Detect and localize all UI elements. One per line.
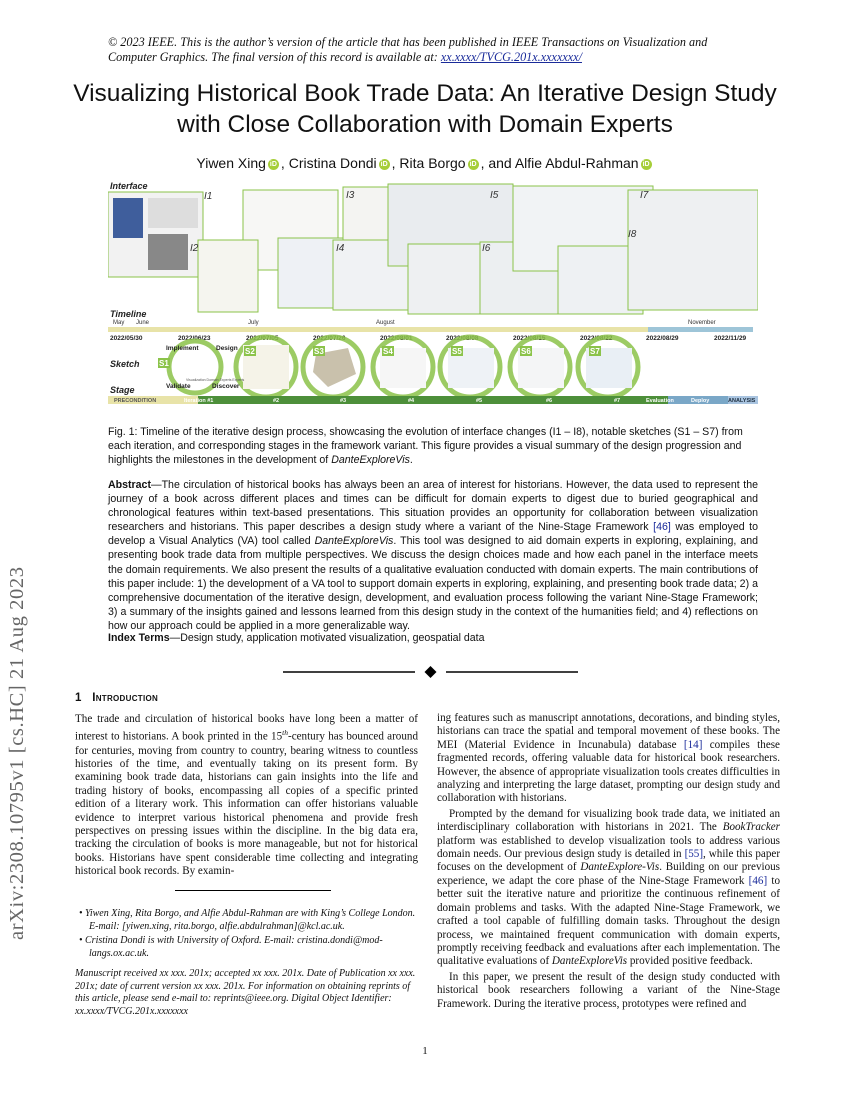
svg-text:Deploy: Deploy	[691, 398, 710, 404]
label-sketch: Sketch	[110, 359, 140, 369]
citation-link[interactable]: [46]	[653, 521, 671, 534]
author-name: Cristina Dondi	[288, 155, 377, 171]
svg-text:2022/08/15: 2022/08/15	[513, 335, 546, 342]
svg-text:June: June	[136, 320, 150, 326]
citation-link[interactable]: [46]	[748, 874, 768, 887]
interface-tag: I4	[336, 243, 345, 254]
author-name: Rita Borgo	[399, 155, 466, 171]
interface-tag: I8	[628, 229, 637, 240]
svg-text:2022/08/08: 2022/08/08	[446, 335, 479, 342]
svg-text:S3: S3	[314, 347, 324, 356]
svg-text:Implement: Implement	[166, 345, 199, 352]
section-divider	[283, 666, 578, 678]
svg-text:#4: #4	[408, 398, 415, 404]
abstract: Abstract—The circulation of historical books has always been an area of interest for historians. However, the data used to represent the journey of a book across different places and times can be difficult for domain experts to digest due to buried geographical and chronological features within text-based presentations. This situation provides an opportunity for collaboration between visualization researchers and historians. This paper describes a design study where a variant of the Nine-Stage Framework [46] was employed to develop a Visual Analytics (VA) tool called DanteExploreVis. This tool was designed to aid domain experts in exploring, explaining, and presenting book trade data from multiple perspectives. We discuss the design choices made and how each panel in the interface meets the domain requirements. We also present the results of a qualitative evaluation conducted with domain experts. The main contributions of this paper include: 1) the development of a VA tool to support domain experts in exploring, explaining, and presenting book trade data; 2) a comprehensive documentation of the iterative design, development, and evaluation process following the variant Nine-Stage Framework; 3) a summary of the insights gained and lessons learned from this design study in the context of the humanities field; and 4) reflections on how our approach could be applied in a more generalizable way.	[108, 479, 759, 632]
arxiv-stamp: arXiv:2308.10795v1 [cs.HC] 21 Aug 2023	[6, 566, 28, 940]
paper-title: Visualizing Historical Book Trade Data: An Iterative Design Study with Close Collaboration with Domain Experts	[73, 80, 777, 138]
svg-text:2022/08/22: 2022/08/22	[580, 335, 613, 342]
intro-right-column: ing features such as manuscript annotations, decorations, and binding styles, historians can trace the spatial and temporal movement of these books. The MEI (Material Evidence in Incunabula) database [14] compiles these fragmented records, offering valuable data for historical book researchers. However, the absence of appropriate visualization tools creates difficulties in analyzing and interpreting the large dataset, prompting our design study and collaboration with historians. Prompted by the demand for visualizing book trade data, we initiated an interdisciplinary collaboration with historians in 2021. The BookTracker platform was established to develop visualization tools to address various domain needs. Our previous design study is detailed in [55], while this paper focuses on the development of DanteExplore-Vis. Building on our previous experience, we adapt the core phase of the Nine-Stage Framework [46] to better suit the iterative nature and prioritize the continuous refinement of domain problems and tasks. With the adapted Nine-Stage Framework, we crafted a tool capable of fulfilling domain tasks. Throughout the design process, we maintained frequent communication with domain experts, promptly receiving feedback and evaluations after each implementation. The qualitative evaluations of DanteExploreVis provided positive feedback. In this paper, we present the result of the design study conducted with historical book researchers following a variant of the Nine-Stage Framework. During the iterative process, prototypes were refined and	[437, 712, 781, 1010]
citation-link[interactable]: [14]	[683, 738, 703, 751]
svg-text:2022/08/29: 2022/08/29	[646, 335, 679, 342]
intro-left-column: The trade and circulation of historical books have long been a matter of interest to historians. A book printed in the 15th-century has bounced around for centuries, moving from country to country, bearing witness to countless histories of the time, and eventually taking on its present form. By examining book trade data, historians can gain insights into the life and trading history of books, encompassing all copies of a specific printed edition of a literary work. This information can offer historians valuable evidence to interpret various historical phenomena and provide fresh perspectives on pressing issues within the discipline. In the big data era, tracking the circulation of books is more manageable, but not for historical books. Historians have spent considerable time collecting and integrating historical book records. By examin-	[75, 713, 418, 878]
figure-caption: Fig. 1: Timeline of the iterative design process, showcasing the evolution of interface changes (I1 – I8), notable sketches (S1 – S7) from each iteration, and corresponding stages in the framework variant. This figure provides a visual summary of the design progression and highlights the milestones in the development of DanteExploreVis.	[108, 426, 743, 466]
author-list: Yiwen Xing iD , Cristina Dondi iD , Rita Borgo iD , and Alfie Abdul-Rahman iD	[196, 155, 650, 171]
svg-text:Design: Design	[216, 345, 238, 352]
footnote-rule	[175, 890, 331, 891]
orcid-icon[interactable]: iD	[380, 160, 388, 168]
interface-tag: I2	[190, 243, 199, 254]
label-timeline: Timeline	[110, 309, 147, 319]
interface-tag: I7	[640, 190, 649, 201]
svg-text:#6: #6	[546, 398, 553, 404]
svg-text:August: August	[376, 320, 395, 326]
svg-text:ANALYSIS: ANALYSIS	[728, 398, 756, 404]
svg-text:Validate: Validate	[166, 383, 191, 390]
svg-text:S6: S6	[521, 347, 531, 356]
copyright-notice: © 2023 IEEE. This is the author’s version of the article that has been published in IEEE Transactions on Visualization and Computer Graphics. The final version of this record is available at: xx.xxxx/TVCG.201x.xxxxxxx/	[108, 35, 708, 64]
svg-text:Discover: Discover	[212, 383, 240, 390]
interface-tag: I6	[482, 243, 491, 254]
svg-text:S2: S2	[245, 347, 255, 356]
interface-tag: I1	[204, 191, 213, 202]
author-name: Yiwen Xing	[196, 155, 266, 171]
citation-link[interactable]: [55]	[684, 848, 704, 861]
orcid-icon[interactable]: iD	[469, 160, 477, 168]
svg-text:November: November	[688, 320, 716, 326]
svg-text:2022/11/29: 2022/11/29	[714, 335, 747, 342]
svg-text:Visualization Domain Experts E: Visualization Domain Experts Experts	[186, 378, 245, 382]
svg-text:#5: #5	[476, 398, 483, 404]
svg-text:2022/07/26: 2022/07/26	[313, 335, 346, 342]
svg-text:May: May	[113, 320, 125, 326]
svg-text:Evaluation: Evaluation	[646, 398, 674, 404]
orcid-icon[interactable]: iD	[642, 160, 650, 168]
author-name: Alfie Abdul-Rahman	[514, 155, 639, 171]
index-terms: Index Terms—Design study, application motivated visualization, geospatial data	[108, 632, 485, 644]
section-heading: 1 Introduction	[75, 692, 159, 704]
svg-text:#3: #3	[340, 398, 347, 404]
svg-text:Iteration #1: Iteration #1	[184, 398, 214, 404]
svg-text:S7: S7	[590, 347, 600, 356]
doi-link[interactable]: xx.xxxx/TVCG.201x.xxxxxxx/	[440, 50, 582, 64]
svg-text:July: July	[248, 320, 259, 326]
orcid-icon[interactable]: iD	[269, 160, 277, 168]
svg-text:S4: S4	[383, 347, 393, 356]
svg-text:S5: S5	[452, 347, 462, 356]
manuscript-note: Manuscript received xx xxx. 201x; accepted xx xxx. 201x. Date of Publication xx xxx. 201x; date of current version xx xxx. 201x. For information on obtaining reprints of this article, please send e-mail to: reprints@ieee.org. Digital Object Identifier: xx.xxxx/TVCG.201x.xxxxxxx	[75, 968, 416, 1017]
diamond-icon	[425, 666, 437, 678]
label-interface: Interface	[110, 182, 148, 191]
interface-screenshots	[108, 184, 758, 314]
interface-tag: I5	[490, 190, 499, 201]
footnotes: • Yiwen Xing, Rita Borgo, and Alfie Abdul-Rahman are with King’s College London. E-mail: [yiwen.xing, rita.borgo, alfie.abdulrahman]@kcl.ac.uk. • Cristina Dondi is with University of Oxford. E-mail: cristina.dondi@mod-langs.ox.ac.uk.	[79, 908, 416, 959]
interface-tag: I3	[346, 190, 355, 201]
label-stage: Stage	[110, 385, 135, 395]
svg-text:2022/08/01: 2022/08/01	[380, 335, 413, 342]
svg-text:2022/07/05: 2022/07/05	[246, 335, 279, 342]
timeline-figure	[108, 182, 758, 412]
svg-text:2022/06/23: 2022/06/23	[178, 335, 211, 342]
svg-text:#2: #2	[273, 398, 280, 404]
svg-text:PRECONDITION: PRECONDITION	[114, 398, 157, 404]
page-number: 1	[422, 1045, 428, 1057]
svg-text:2022/05/30: 2022/05/30	[110, 335, 143, 342]
svg-text:#7: #7	[614, 398, 621, 404]
svg-text:S1: S1	[159, 359, 169, 368]
